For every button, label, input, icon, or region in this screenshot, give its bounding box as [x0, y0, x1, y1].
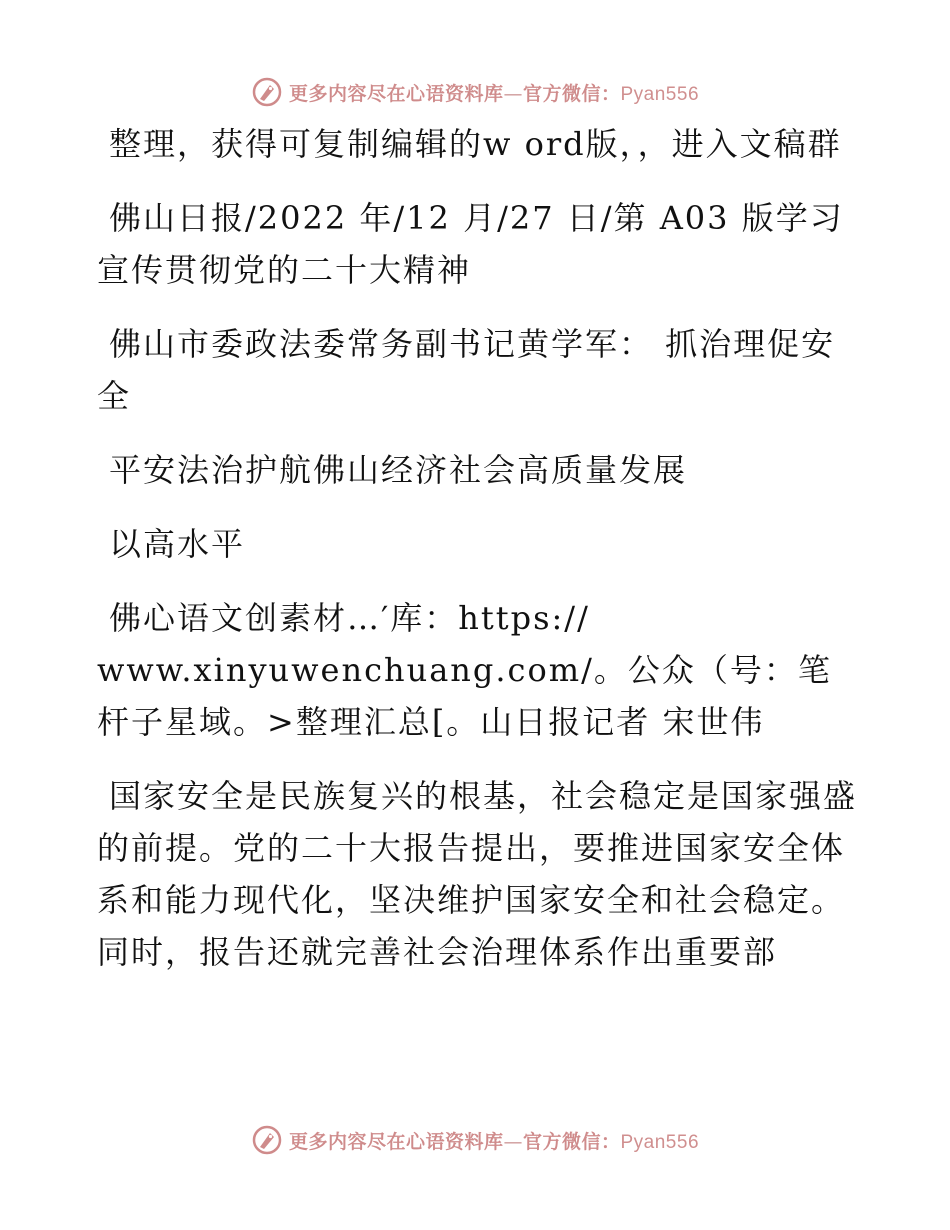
watermark-wechat-label: 官方微信：: [522, 1130, 621, 1153]
watermark-separator: —: [503, 82, 523, 105]
document-body: [97, 118, 857, 1000]
watermark-text: 更多内容尽在心语资料库: [288, 1130, 504, 1153]
paragraph-subheadline: 平安法治护航佛山经济社会高质量发展: [109, 451, 688, 489]
footer-watermark: [0, 1120, 950, 1160]
paragraph-reporter: www.xinyuwenchuang.com/。公众（号：笔杆子星域。>整理汇总[。山日报记者 宋世伟: [97, 651, 832, 741]
header-watermark: [0, 72, 950, 112]
paragraph-body: 国家安全是民族复兴的根基，社会稳定是国家强盛的前提。党的二十大报告提出，要推进国家安全体系和能力现代化，坚决维护国家安全和社会稳定。同时，报告还就完善社会治理体系作出重要部: [97, 777, 858, 971]
watermark-wechat-id: Pyan556: [620, 1131, 700, 1153]
paragraph-headline: 佛山市委政法委常务副书记黄学军： 抓治理促安全: [97, 325, 836, 415]
paragraph-source: 佛山日报/2022 年/12 月/27 日/第 A03 版学习宣传贯彻党的二十大精神: [97, 199, 844, 289]
paragraph-fragment: 以高水平: [109, 525, 246, 563]
watermark-wechat-label: 官方微信：: [522, 82, 621, 105]
watermark-separator: —: [503, 1130, 523, 1153]
paragraph-intro: 整理，获得可复制编辑的w ord版，，进入文稿群: [109, 125, 842, 163]
pen-nib-logo-icon: [251, 1124, 283, 1156]
watermark-text: 更多内容尽在心语资料库: [288, 82, 504, 105]
paragraph-source-link: 佛心语文创素材…′库：https://: [109, 599, 590, 637]
watermark-wechat-id: Pyan556: [620, 83, 700, 105]
pen-nib-logo-icon: [251, 76, 283, 108]
